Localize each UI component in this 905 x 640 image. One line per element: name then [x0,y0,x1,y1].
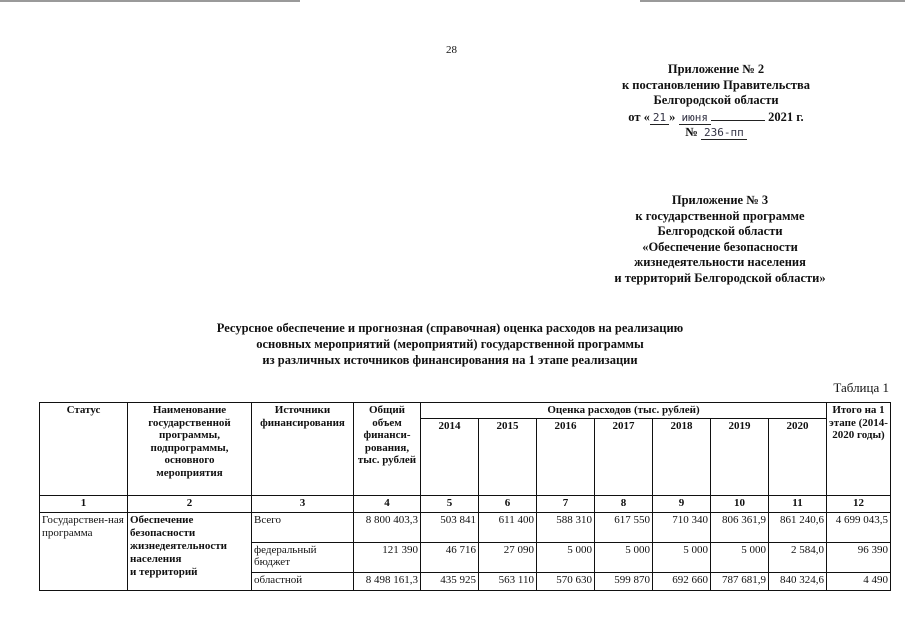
decree-date-month: июня [679,111,712,125]
appendix-decree-line: Белгородской области [653,93,779,107]
document-title-line: из различных источников финансирования на 1 этапе реализации [262,353,638,367]
decree-date-prefix: от « [628,109,650,124]
year-value: 503 841 [421,512,479,542]
year-value: 692 660 [653,572,711,590]
stage-total-value: 96 390 [827,542,891,572]
decree-date-underline [711,109,765,121]
stage-total-value: 4 699 043,5 [827,512,891,542]
total-value: 8 800 403,3 [354,512,421,542]
column-number: 9 [653,495,711,512]
year-value: 840 324,6 [769,572,827,590]
appendix-decree-title: Приложение № 2 [667,62,765,76]
year-value: 787 681,9 [711,572,769,590]
header-year: 2019 [711,418,769,495]
column-number: 7 [537,495,595,512]
year-value: 617 550 [595,512,653,542]
appendix-program-title: Приложение № 3 [671,193,769,207]
decree-number-prefix: № [685,125,698,139]
stage-total-value: 4 490 [827,572,891,590]
year-value: 46 716 [421,542,479,572]
year-value: 710 340 [653,512,711,542]
appendix-program-line: «Обеспечение безопасности [642,239,798,254]
header-status: Статус [40,403,128,496]
column-number: 2 [128,495,252,512]
column-number: 1 [40,495,128,512]
program-name-line: безопасности [130,526,196,539]
decree-number-line [596,125,836,141]
year-value: 611 400 [479,512,537,542]
header-year: 2016 [537,418,595,495]
appendix-program-line: к государственной программе [635,208,805,223]
year-value: 861 240,6 [769,512,827,542]
appendix-decree-block [596,62,836,141]
year-value: 588 310 [537,512,595,542]
scan-edge-line-left [0,0,300,2]
table-row [40,512,891,542]
column-number: 10 [711,495,769,512]
header-year: 2018 [653,418,711,495]
year-value: 2 584,0 [769,542,827,572]
decree-date-mid: » [669,109,679,124]
appendix-program-block [560,193,880,286]
year-value: 806 361,9 [711,512,769,542]
year-value: 5 000 [537,542,595,572]
header-year: 2020 [769,418,827,495]
page-number: 28 [446,44,457,56]
header-estimate: Оценка расходов (тыс. рублей) [421,403,827,419]
header-total: Общий объем финанси-рования, тыс. рублей [354,403,421,496]
column-number: 5 [421,495,479,512]
table-label: Таблица 1 [833,380,889,395]
funding-source: федеральный бюджет [252,542,354,572]
year-value: 563 110 [479,572,537,590]
header-year: 2017 [595,418,653,495]
program-name-line: Обеспечение [130,513,194,526]
total-value: 121 390 [354,542,421,572]
year-value: 5 000 [653,542,711,572]
column-number: 11 [769,495,827,512]
funding-source: Всего [252,512,354,542]
program-name [128,512,252,590]
year-value: 5 000 [711,542,769,572]
program-name-line: жизнедеятельности [130,539,227,552]
funding-source: областной [252,572,354,590]
program-status: Государствен-ная программа [40,512,128,590]
program-name-line: населения [130,552,182,565]
year-value: 599 870 [595,572,653,590]
header-year: 2015 [479,418,537,495]
decree-date-line [596,109,836,126]
resource-table [39,402,891,591]
scan-edge-line-right [640,0,905,2]
document-title-line: Ресурсное обеспечение и прогнозная (справочная) оценка расходов на реализацию [216,321,684,335]
header-name: Наименование государственной программы, подпрограммы, основного мероприятия [128,403,252,496]
decree-number-value: 236-пп [701,126,747,140]
column-number: 6 [479,495,537,512]
appendix-program-line: жизнедеятельности населения [634,255,806,269]
program-name-line: и территорий [130,565,198,578]
appendix-program-line: Белгородской области [657,224,783,238]
column-number: 3 [252,495,354,512]
header-stage-total: Итого на 1 этапе (2014-2020 годы) [827,403,891,496]
total-value: 8 498 161,3 [354,572,421,590]
year-value: 5 000 [595,542,653,572]
column-number: 8 [595,495,653,512]
header-sources: Источники финансирования [252,403,354,496]
year-value: 27 090 [479,542,537,572]
year-value: 570 630 [537,572,595,590]
year-value: 435 925 [421,572,479,590]
appendix-decree-line: к постановлению Правительства [621,77,811,92]
appendix-program-line: и территорий Белгородской области» [614,270,826,285]
document-title-line: основных мероприятий (мероприятий) государственной программы [256,337,644,351]
header-year: 2014 [421,418,479,495]
column-number: 4 [354,495,421,512]
decree-date-year: 2021 г. [768,109,804,124]
document-title [150,320,750,368]
column-number: 12 [827,495,891,512]
decree-date-day: 21 [650,111,669,125]
